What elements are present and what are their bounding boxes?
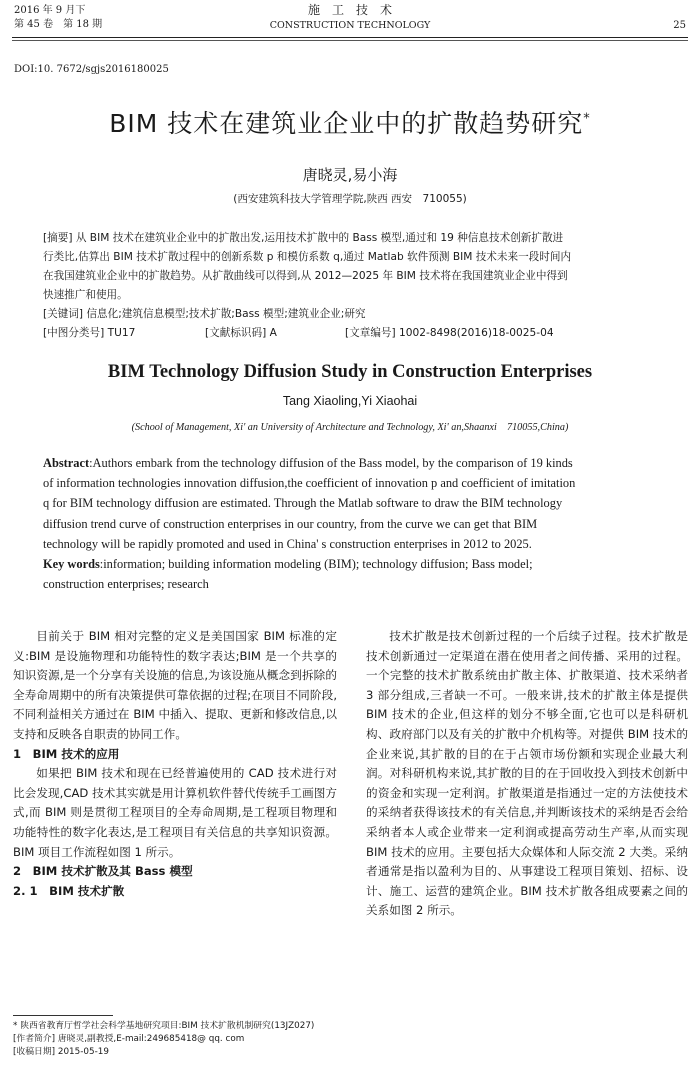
clc-label: [中图分类号] — [43, 327, 105, 339]
doi: DOI:10. 7672/sgjs2016180025 — [14, 64, 169, 75]
section-1-paragraph: 如果把 BIM 技术和现在已经普遍使用的 CAD 技术进行对比会发现,CAD 技术其实就是用计算机软件替代传统手工画图方式,而 BIM 则是贯彻工程项目的全寿命周期,是工程项目物理和功能特性的数字化表达,是工程项目有关信息的共享知识资源。BIM 项目工作流程如图 1 所示。 — [13, 766, 337, 859]
title-text: BIM 技术在建筑业企业中的扩散趋势研究 — [109, 109, 584, 138]
section-heading-1: 1 BIM 技术的应用 — [13, 746, 120, 761]
title-en: BIM Technology Diffusion Study in Construction Enterprises — [107, 362, 593, 382]
affiliation-en: (School of Management, Xi' an University of Architecture and Technology, Xi' an,Shaanxi 710055,China) — [131, 422, 569, 433]
footnote-author: [作者简介] 唐晓灵,副教授,E-mail:249685418@ qq. com — [13, 1034, 245, 1044]
abstract-cn — [43, 229, 663, 343]
abstract-cn-label: [摘要] — [43, 232, 73, 244]
keywords-cn-label: [关键词] — [43, 308, 84, 320]
footnote-fund: * 陕西省教育厅哲学社会科学基地研究项目:BIM 技术扩散机制研究(13JZ027) — [13, 1021, 315, 1031]
journal-name-en: CONSTRUCTION TECHNOLOGY — [269, 20, 431, 31]
abstract-cn-line-2: 行类比,估算出 BIM 技术扩散过程中的创新系数 p 和模仿系数 q,通过 Matlab 软件预测 BIM 技术未来一段时间内 — [43, 251, 572, 263]
authors-en: Tang Xiaoling,Yi Xiaohai — [282, 394, 418, 408]
affiliation-cn: (西安建筑科技大学管理学院,陕西 西安 710055) — [233, 193, 467, 205]
abstract-en-line-1: :Authors embark from the technology diffusion of the Bass model, by the comparison of 19 kinds — [89, 456, 573, 470]
intro-paragraph: 目前关于 BIM 相对完整的定义是美国国家 BIM 标准的定义:BIM 是设施物理和功能特性的数字表达;BIM 是一个共享的知识资源,是一个分享有关设施的信息,为该设施从概念到拆除的全寿命周期中的所有决策提供可靠依据的过程;在项目不同阶段,不同利益相关方通过在 BIM 中插入、提取、更新和修改信息,以支持和反映各自职责的协同工作。 — [13, 629, 337, 741]
title-footnote-mark: * — [583, 111, 591, 127]
abstract-en-label: Abstract — [43, 456, 90, 470]
page-number: 25 — [673, 20, 686, 31]
footnote-rule — [13, 1015, 113, 1016]
abstract-en-line-4: diffusion trend curve of construction enterprises in our country, from the curve we can get that BIM — [43, 516, 538, 531]
doc-code-label: [文献标识码] — [205, 327, 267, 339]
header-rule — [12, 37, 688, 38]
page-title — [0, 104, 700, 140]
abstract-cn-line-1: 从 BIM 技术在建筑业企业中的扩散出发,运用技术扩散中的 Bass 模型,通过和 19 种信息技术创新扩散进 — [75, 232, 564, 244]
doc-code-value: A — [269, 327, 277, 339]
clc-value: TU17 — [107, 327, 136, 339]
right-column — [366, 627, 688, 921]
journal-name-cn: 施 工 技 术 — [307, 3, 392, 17]
abstract-en-line-5: technology will be rapidly promoted and used in China' s construction enterprises in 2012 to 2025. — [43, 536, 532, 551]
left-column — [13, 627, 337, 901]
article-no-label: [文章编号] — [345, 327, 396, 339]
footnotes — [13, 1020, 337, 1059]
authors-cn: 唐晓灵,易小海 — [302, 166, 398, 184]
abstract-en — [43, 453, 657, 594]
header-rule-thin — [12, 40, 688, 41]
header-date: 2016 年 9 月下 — [14, 5, 86, 16]
keywords-en-label: Key words — [43, 557, 100, 572]
section-heading-2: 2 BIM 技术扩散及其 Bass 模型 — [13, 864, 193, 879]
keywords-cn: 信息化;建筑信息模型;技术扩散;Bass 模型;建筑业企业;研究 — [86, 308, 366, 320]
keywords-en-line-1: :information; building information modeling (BIM); technology diffusion; Bass model; — [99, 557, 533, 572]
abstract-cn-line-3: 在我国建筑业企业中的扩散趋势。从扩散曲线可以得到,从 2012—2025 年 BIM 技术将在我国建筑业企业中得到 — [43, 270, 568, 282]
section-heading-2-1: 2. 1 BIM 技术扩散 — [13, 883, 125, 898]
header-volume: 第 45 卷 第 18 期 — [14, 19, 103, 30]
abstract-en-line-2: of information technologies innovation diffusion,the coefficient of innovation p and coefficient of imitation — [43, 476, 576, 491]
article-no-value: 1002-8498(2016)18-0025-04 — [399, 327, 554, 339]
abstract-cn-line-4: 快速推广和使用。 — [43, 289, 128, 301]
keywords-en-line-2: construction enterprises; research — [43, 577, 209, 592]
diffusion-paragraph: 技术扩散是技术创新过程的一个后续子过程。技术扩散是技术创新通过一定渠道在潜在使用者之间传播、采用的过程。一个完整的技术扩散系统由扩散主体、扩散渠道、技术采纳者 3 部分组成,三者缺一不可。一般来讲,技术的扩散主体是提供 BIM 技术的企业,但这样的划分不够全面,它也可以是科研机构、政府部门以及有关的扩散中介机构等。对提供 BIM 技术的企业来说,其扩散的目的在于占领市场份额和实现企业最大利润。对科研机构来说,其扩散的目的在于回收投入到技术创新中的资金和实现一定利润。扩散渠道是指通过一定的方法使技术的采纳者获得该技术的有关信息,并判断该技术的采纳是否会给采纳者本人或企业带来一定利润或提高劳动生产率,从而实现 BIM 技术的应用。主要包括大众媒体和人际交流 2 大类。采纳者通常是指以盈利为目的、从事建设工程项目策划、招标、设计、施工、运营的建筑企业。BIM 技术扩散各组成要素之间的关系如图 2 所示。 — [366, 629, 688, 918]
abstract-en-line-3: q for BIM technology diffusion are estimated. Through the Matlab software to draw the BIM technology — [43, 496, 563, 511]
footnote-received: [收稿日期] 2015-05-19 — [13, 1047, 109, 1057]
